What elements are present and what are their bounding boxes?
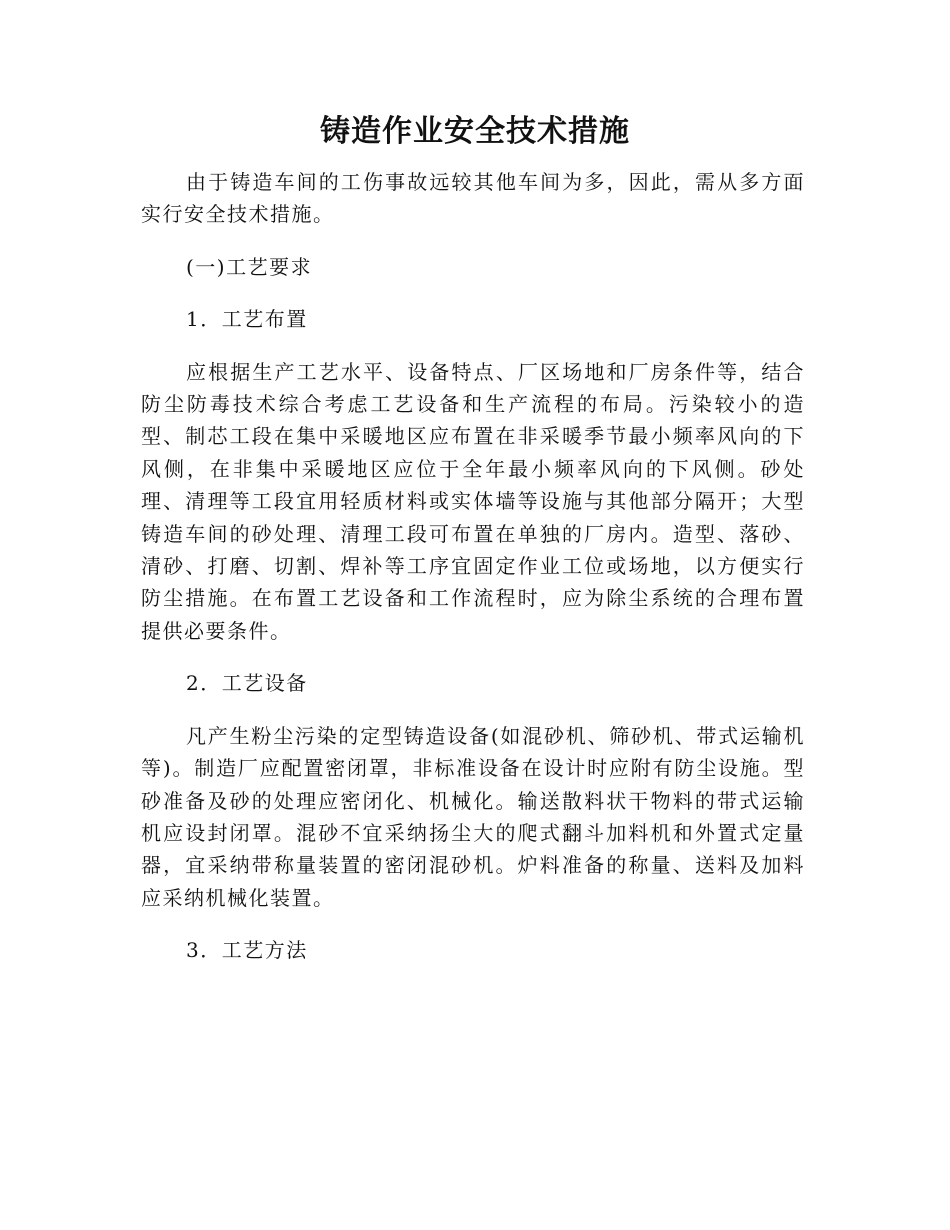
document-body [141, 166, 805, 987]
section-heading-process-requirements: (一)工艺要求 [186, 254, 313, 279]
process-layout-paragraph: 应根据生产工艺水平、设备特点、厂区场地和厂房条件等，结合防尘防毒技术综合考虑工艺设备和生产流程的布局。污染较小的造型、制芯工段在集中采暖地区应布置在非采暖季节最小频率风向的下风侧，在非集中采暖地区应位于全年最小频率风向的下风侧。砂处理、清理等工段宜用轻质材料或实体墙等设施与其他部分隔开；大型铸造车间的砂处理、清理工段可布置在单独的厂房内。造型、落砂、清砂、打磨、切割、焊补等工序宜固定作业工位或场地，以方便实行防尘措施。在布置工艺设备和工作流程时，应为除尘系统的合理布置提供必要条件。 [141, 359, 805, 643]
document-title: 铸造作业安全技术措施 [320, 114, 630, 149]
subheading-process-equipment: 2．工艺设备 [186, 671, 308, 696]
subheading-process-methods: 3．工艺方法 [186, 938, 308, 963]
process-equipment-paragraph: 凡产生粉尘污染的定型铸造设备(如混砂机、筛砂机、带式运输机等)。制造厂应配置密闭罩，非标准设备在设计时应附有防尘设施。型砂准备及砂的处理应密闭化、机械化。输送散料状干物料的带式运输机应设封闭罩。混砂不宜采纳扬尘大的爬式翻斗加料机和外置式定量器，宜采纳带称量装置的密闭混砂机。炉料准备的称量、送料及加料应采纳机械化装置。 [141, 723, 805, 910]
subheading-process-layout: 1．工艺布置 [186, 307, 308, 332]
intro-paragraph: 由于铸造车间的工伤事故远较其他车间为多，因此，需从多方面实行安全技术措施。 [141, 170, 805, 227]
